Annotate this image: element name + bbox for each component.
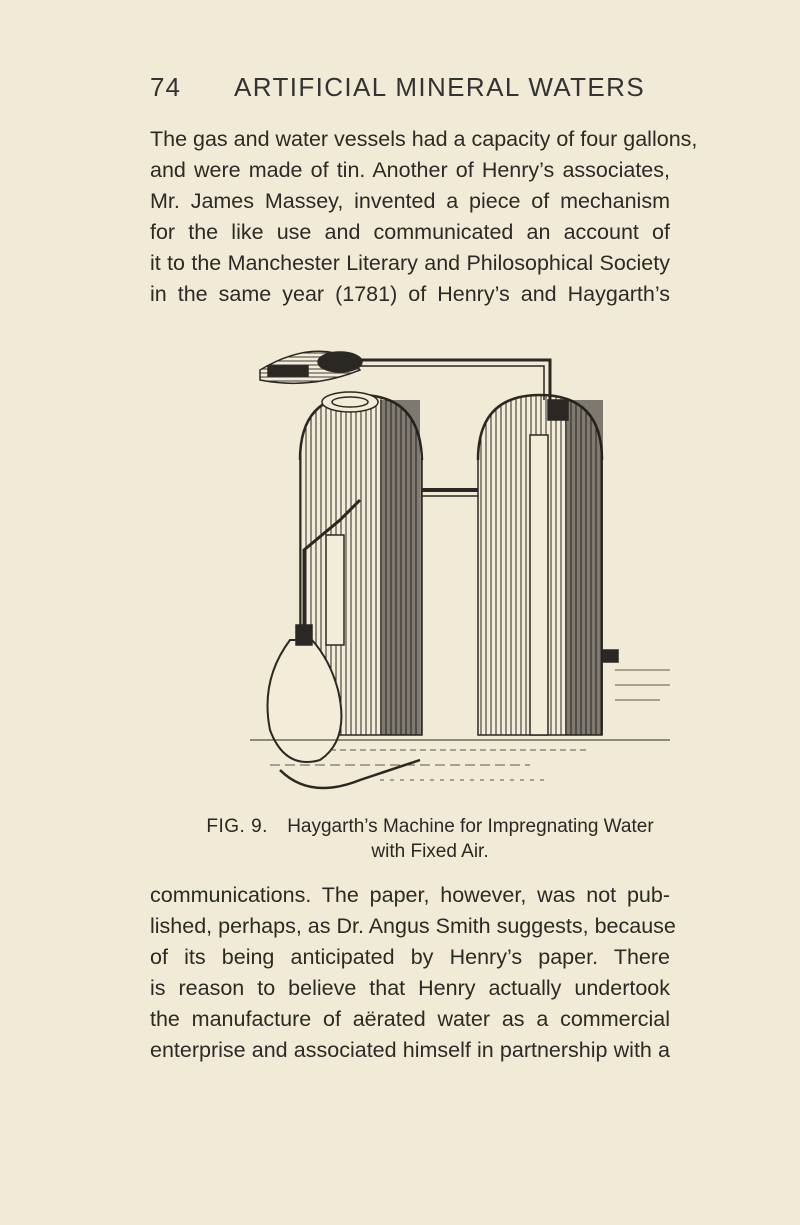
page-number: 74 — [150, 72, 181, 102]
text-line: in the same year (1781) of Henry’s and Haygarth’s — [150, 282, 670, 306]
text-line: it to the Manchester Literary and Philosophical Society — [150, 251, 670, 275]
text-line: for the like use and communicated an account of — [150, 220, 670, 244]
figure-caption — [150, 814, 710, 864]
text-line: of its being anticipated by Henry’s paper. There — [150, 945, 670, 969]
text-line: and were made of tin. Another of Henry’s associates, — [150, 158, 670, 182]
text-line: lished, perhaps, as Dr. Angus Smith suggests, because — [150, 914, 676, 938]
text-line: the manufacture of aërated water as a commercial — [150, 1007, 670, 1031]
text-line: is reason to believe that Henry actually undertook — [150, 976, 670, 1000]
text-line: communications. The paper, however, was not pub- — [150, 883, 670, 907]
text-line: The gas and water vessels had a capacity of four gallons, — [150, 127, 698, 151]
water-vessel — [478, 395, 618, 735]
paragraph-top — [150, 124, 698, 310]
paragraph-bottom — [150, 880, 676, 1066]
page-header — [150, 72, 670, 112]
caption-line-1: Haygarth’s Machine for Impregnating Water — [287, 816, 654, 837]
text-line: enterprise and associated himself in partnership with a — [150, 1038, 670, 1062]
caption-line-2: with Fixed Air. — [371, 841, 489, 862]
running-title: ARTIFICIAL MINERAL WATERS — [234, 72, 646, 102]
text-line: Mr. James Massey, invented a piece of mechanism — [150, 189, 670, 213]
figure-label: FIG. 9. — [206, 816, 268, 837]
stopcock — [260, 351, 362, 383]
figure-illustration — [230, 340, 700, 810]
